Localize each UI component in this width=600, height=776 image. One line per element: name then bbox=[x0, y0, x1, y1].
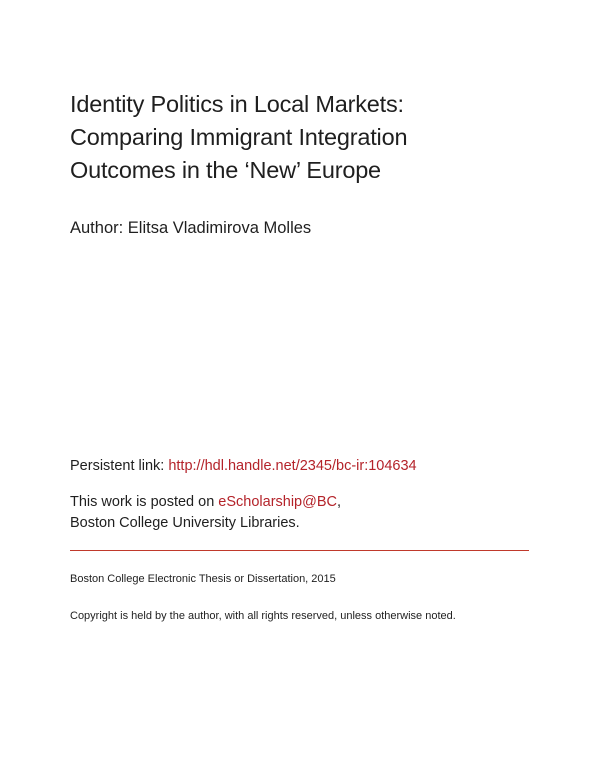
posted-suffix: , bbox=[337, 494, 342, 510]
copyright-note: Copyright is held by the author, with all rights reserved, unless otherwise noted. bbox=[70, 610, 456, 622]
posted-statement bbox=[70, 492, 341, 534]
persistent-link[interactable]: http://hdl.handle.net/2345/bc-ir:104634 bbox=[168, 458, 417, 474]
posted-prefix: This work is posted on bbox=[70, 494, 219, 510]
institution-line: Boston College University Libraries. bbox=[70, 515, 300, 531]
title-line-2: Comparing Immigrant Integration bbox=[70, 124, 408, 150]
document-title bbox=[70, 88, 540, 187]
escholarship-link[interactable]: eScholarship@BC bbox=[218, 494, 337, 510]
title-line-3: Outcomes in the ‘New’ Europe bbox=[70, 157, 381, 183]
posted-line-1 bbox=[70, 492, 341, 513]
persistent-link-label: Persistent link: bbox=[70, 458, 169, 474]
author-line: Author: Elitsa Vladimirova Molles bbox=[70, 219, 312, 237]
thesis-note: Boston College Electronic Thesis or Dissertation, 2015 bbox=[70, 573, 336, 585]
divider-rule bbox=[70, 550, 529, 551]
title-line-1: Identity Politics in Local Markets: bbox=[70, 91, 404, 117]
persistent-link-line bbox=[70, 455, 417, 477]
